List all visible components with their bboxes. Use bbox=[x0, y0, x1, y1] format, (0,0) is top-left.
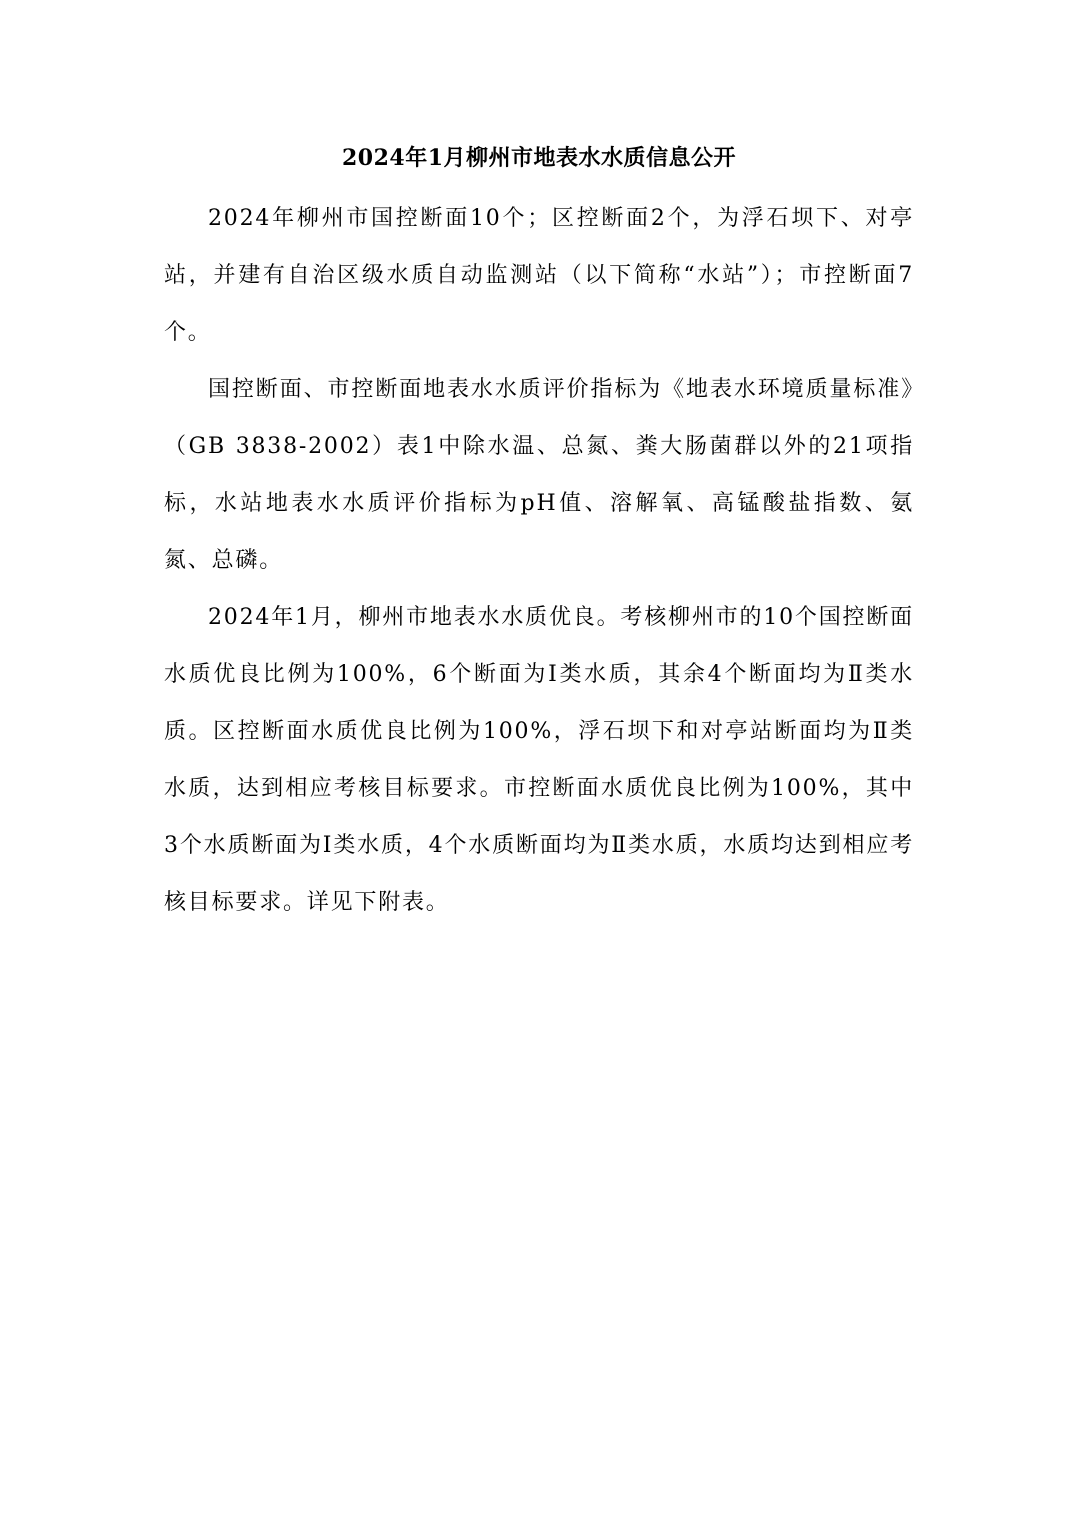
paragraph-evaluation-indicators: 国控断面、市控断面地表水水质评价指标为《地表水环境质量标准》（GB 3838-2002）表1中除水温、总氮、粪大肠菌群以外的21项指标，水站地表水水质评价指标为pH值、溶解氧、高锰酸盐指数、氨氮、总磷。 bbox=[164, 377, 914, 573]
document-title: 2024年1月柳州市地表水水质信息公开 bbox=[341, 145, 737, 171]
document-body bbox=[164, 138, 914, 931]
paragraph-water-quality-results: 2024年1月，柳州市地表水水质优良。考核柳州市的10个国控断面水质优良比例为100%，6个断面为Ⅰ类水质，其余4个断面均为Ⅱ类水质。区控断面水质优良比例为100%，浮石坝下和对亭站断面均为Ⅱ类水质，达到相应考核目标要求。市控断面水质优良比例为100%，其中3个水质断面为Ⅰ类水质，4个水质断面均为Ⅱ类水质，水质均达到相应考核目标要求。详见下附表。 bbox=[164, 605, 914, 915]
paragraph-monitoring-sections: 2024年柳州市国控断面10个；区控断面2个，为浮石坝下、对亭站，并建有自治区级水质自动监测站（以下简称“水站”）；市控断面7个。 bbox=[164, 206, 914, 345]
